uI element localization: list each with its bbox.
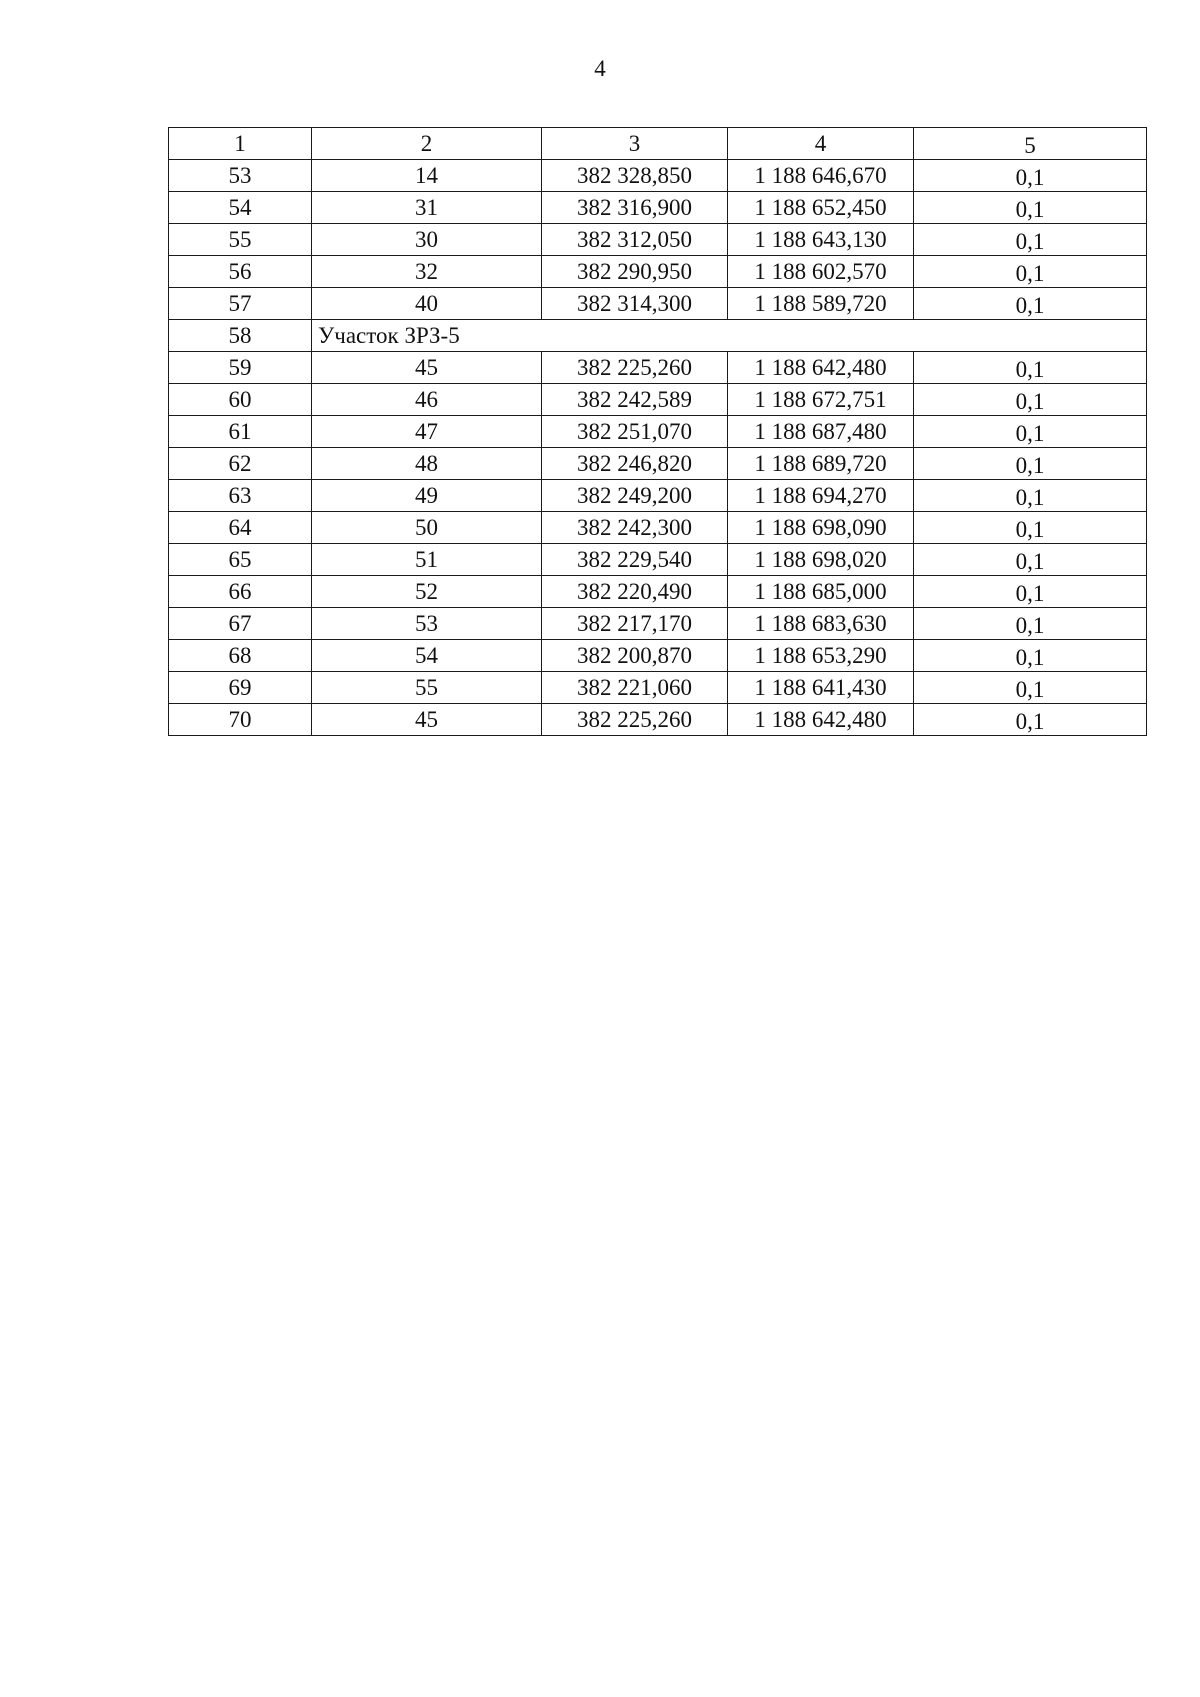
column-header-5: 5	[914, 128, 1147, 160]
x-coordinate-cell: 382 220,490	[542, 576, 728, 608]
y-coordinate-cell: 1 188 643,130	[728, 224, 914, 256]
accuracy-cell: 0,1	[914, 480, 1147, 512]
x-coordinate-cell: 382 221,060	[542, 672, 728, 704]
accuracy-cell: 0,1	[914, 704, 1147, 736]
point-number-cell: 51	[312, 544, 542, 576]
table-row	[169, 448, 1147, 480]
accuracy-cell: 0,1	[914, 192, 1147, 224]
row-number-cell: 60	[169, 384, 312, 416]
point-number-cell: 54	[312, 640, 542, 672]
accuracy-cell: 0,1	[914, 672, 1147, 704]
y-coordinate-cell: 1 188 694,270	[728, 480, 914, 512]
row-number-cell: 54	[169, 192, 312, 224]
y-coordinate-cell: 1 188 698,020	[728, 544, 914, 576]
x-coordinate-cell: 382 328,850	[542, 160, 728, 192]
y-coordinate-cell: 1 188 641,430	[728, 672, 914, 704]
accuracy-cell: 0,1	[914, 640, 1147, 672]
table-row	[169, 416, 1147, 448]
table-row	[169, 192, 1147, 224]
row-number-cell: 66	[169, 576, 312, 608]
row-number-cell: 57	[169, 288, 312, 320]
y-coordinate-cell: 1 188 642,480	[728, 704, 914, 736]
header-row	[169, 128, 1147, 160]
point-number-cell: 46	[312, 384, 542, 416]
column-header-3: 3	[542, 128, 728, 160]
row-number-cell: 61	[169, 416, 312, 448]
accuracy-cell: 0,1	[914, 384, 1147, 416]
point-number-cell: 55	[312, 672, 542, 704]
table-row	[169, 480, 1147, 512]
table-row	[169, 576, 1147, 608]
accuracy-cell: 0,1	[914, 608, 1147, 640]
point-number-cell: 32	[312, 256, 542, 288]
x-coordinate-cell: 382 200,870	[542, 640, 728, 672]
table-row	[169, 672, 1147, 704]
row-number-cell: 55	[169, 224, 312, 256]
accuracy-cell: 0,1	[914, 256, 1147, 288]
x-coordinate-cell: 382 249,200	[542, 480, 728, 512]
row-number-cell: 65	[169, 544, 312, 576]
accuracy-cell: 0,1	[914, 544, 1147, 576]
row-number-cell: 53	[169, 160, 312, 192]
column-header-4: 4	[728, 128, 914, 160]
table-row	[169, 224, 1147, 256]
y-coordinate-cell: 1 188 642,480	[728, 352, 914, 384]
row-number-cell: 67	[169, 608, 312, 640]
accuracy-cell: 0,1	[914, 352, 1147, 384]
section-row	[169, 320, 1147, 352]
point-number-cell: 48	[312, 448, 542, 480]
column-header-2: 2	[312, 128, 542, 160]
x-coordinate-cell: 382 316,900	[542, 192, 728, 224]
row-number-cell: 59	[169, 352, 312, 384]
y-coordinate-cell: 1 188 689,720	[728, 448, 914, 480]
x-coordinate-cell: 382 242,589	[542, 384, 728, 416]
x-coordinate-cell: 382 242,300	[542, 512, 728, 544]
point-number-cell: 30	[312, 224, 542, 256]
y-coordinate-cell: 1 188 672,751	[728, 384, 914, 416]
x-coordinate-cell: 382 229,540	[542, 544, 728, 576]
accuracy-cell: 0,1	[914, 224, 1147, 256]
column-header-1: 1	[169, 128, 312, 160]
y-coordinate-cell: 1 188 685,000	[728, 576, 914, 608]
point-number-cell: 14	[312, 160, 542, 192]
point-number-cell: 53	[312, 608, 542, 640]
y-coordinate-cell: 1 188 646,670	[728, 160, 914, 192]
x-coordinate-cell: 382 225,260	[542, 704, 728, 736]
table-body	[169, 128, 1147, 736]
point-number-cell: 40	[312, 288, 542, 320]
row-number-cell: 56	[169, 256, 312, 288]
y-coordinate-cell: 1 188 653,290	[728, 640, 914, 672]
y-coordinate-cell: 1 188 683,630	[728, 608, 914, 640]
x-coordinate-cell: 382 312,050	[542, 224, 728, 256]
y-coordinate-cell: 1 188 698,090	[728, 512, 914, 544]
row-number-cell: 70	[169, 704, 312, 736]
y-coordinate-cell: 1 188 589,720	[728, 288, 914, 320]
table-row	[169, 288, 1147, 320]
accuracy-cell: 0,1	[914, 576, 1147, 608]
point-number-cell: 50	[312, 512, 542, 544]
point-number-cell: 45	[312, 704, 542, 736]
accuracy-cell: 0,1	[914, 416, 1147, 448]
row-number-cell: 62	[169, 448, 312, 480]
y-coordinate-cell: 1 188 687,480	[728, 416, 914, 448]
row-number-cell: 63	[169, 480, 312, 512]
accuracy-cell: 0,1	[914, 160, 1147, 192]
table-row	[169, 352, 1147, 384]
section-label-cell: Участок ЗРЗ-5	[312, 320, 1147, 352]
table-row	[169, 640, 1147, 672]
point-number-cell: 49	[312, 480, 542, 512]
coordinates-table	[168, 127, 1147, 736]
y-coordinate-cell: 1 188 652,450	[728, 192, 914, 224]
table-row	[169, 608, 1147, 640]
point-number-cell: 52	[312, 576, 542, 608]
accuracy-cell: 0,1	[914, 448, 1147, 480]
row-number-cell: 69	[169, 672, 312, 704]
table-row	[169, 256, 1147, 288]
row-number-cell: 58	[169, 320, 312, 352]
table-row	[169, 704, 1147, 736]
page-number: 4	[594, 56, 606, 81]
table-row	[169, 512, 1147, 544]
table-row	[169, 384, 1147, 416]
y-coordinate-cell: 1 188 602,570	[728, 256, 914, 288]
x-coordinate-cell: 382 246,820	[542, 448, 728, 480]
row-number-cell: 68	[169, 640, 312, 672]
x-coordinate-cell: 382 251,070	[542, 416, 728, 448]
x-coordinate-cell: 382 314,300	[542, 288, 728, 320]
x-coordinate-cell: 382 290,950	[542, 256, 728, 288]
point-number-cell: 47	[312, 416, 542, 448]
point-number-cell: 45	[312, 352, 542, 384]
point-number-cell: 31	[312, 192, 542, 224]
accuracy-cell: 0,1	[914, 288, 1147, 320]
table-row	[169, 160, 1147, 192]
table-row	[169, 544, 1147, 576]
x-coordinate-cell: 382 217,170	[542, 608, 728, 640]
row-number-cell: 64	[169, 512, 312, 544]
accuracy-cell: 0,1	[914, 512, 1147, 544]
x-coordinate-cell: 382 225,260	[542, 352, 728, 384]
